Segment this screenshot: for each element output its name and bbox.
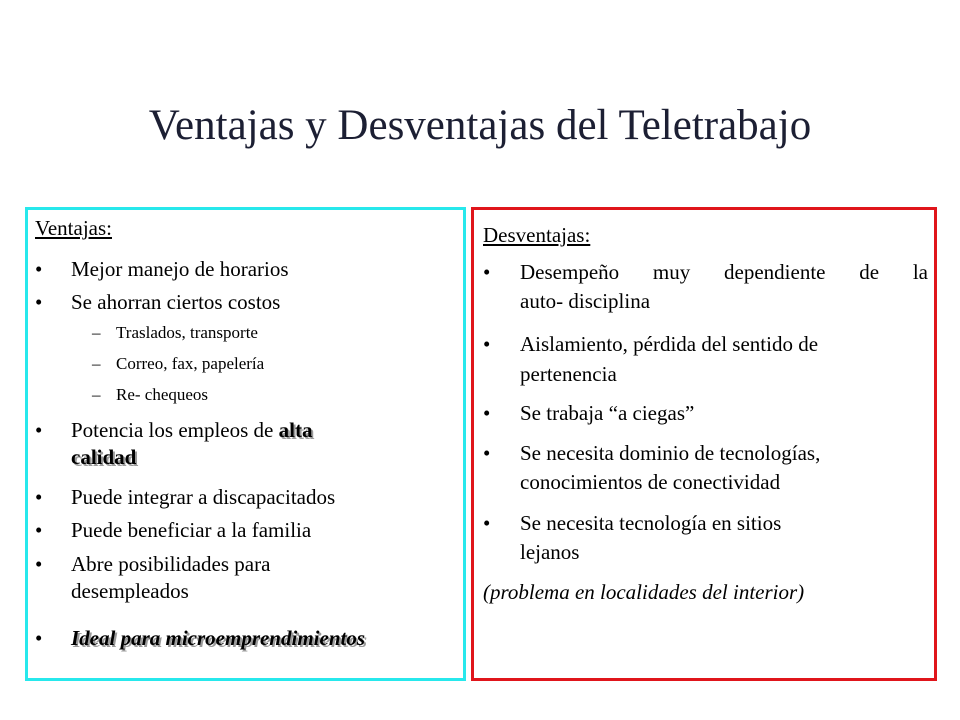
ventajas-heading: Ventajas: (35, 216, 112, 240)
bullet: • (483, 441, 491, 465)
item-text (71, 418, 312, 442)
item-text: auto- disciplina (520, 289, 651, 313)
item-text: Mejor manejo de horarios (71, 257, 289, 281)
bullet: • (35, 290, 43, 314)
sub-item-text: Correo, fax, papelería (116, 354, 265, 373)
item-text: Se necesita tecnología en sitios (520, 511, 782, 535)
item-text: pertenencia (520, 362, 617, 386)
item-text: Se ahorran ciertos costos (71, 290, 281, 314)
bullet: • (35, 257, 43, 281)
item-text: Aislamiento, pérdida del sentido de (520, 332, 819, 356)
item-text: Puede integrar a discapacitados (71, 485, 336, 509)
sub-bullet: – (92, 354, 101, 373)
sub-item-text: Traslados, transporte (116, 323, 258, 342)
ventajas-box (25, 207, 466, 681)
bullet: • (483, 260, 491, 284)
item-text: Puede beneficiar a la familia (71, 518, 312, 542)
sub-bullet: – (92, 323, 101, 342)
bullet: • (35, 518, 43, 542)
bullet: • (35, 418, 43, 442)
item-text-emphasis: Ideal para microemprendimientos (71, 626, 365, 650)
bullet: • (483, 332, 491, 356)
bullet: • (483, 401, 491, 425)
item-text: Abre posibilidades para (71, 552, 271, 576)
item-text: conocimientos de conectividad (520, 470, 781, 494)
bullet: • (35, 626, 43, 650)
desventajas-box (471, 207, 937, 681)
item-text: Se necesita dominio de tecnologías, (520, 441, 821, 465)
item-text: desempleados (71, 579, 189, 603)
bullet: • (35, 485, 43, 509)
footnote: (problema en localidades del interior) (483, 580, 805, 604)
sub-bullet: – (92, 385, 101, 404)
item-text: lejanos (520, 540, 580, 564)
bullet: • (483, 511, 491, 535)
item-text-plain: Potencia los empleos de (71, 418, 274, 442)
bullet: • (35, 552, 43, 576)
item-text-emphasis: alta (278, 418, 313, 442)
item-text: Desempeño muy dependiente de la (520, 260, 928, 284)
slide-title: Ventajas y Desventajas del Teletrabajo (148, 102, 812, 149)
item-text: Se trabaja “a ciegas” (520, 401, 695, 425)
sub-item-text: Re- chequeos (116, 385, 209, 404)
desventajas-heading: Desventajas: (483, 223, 591, 247)
item-text-emphasis: calidad (71, 445, 137, 469)
